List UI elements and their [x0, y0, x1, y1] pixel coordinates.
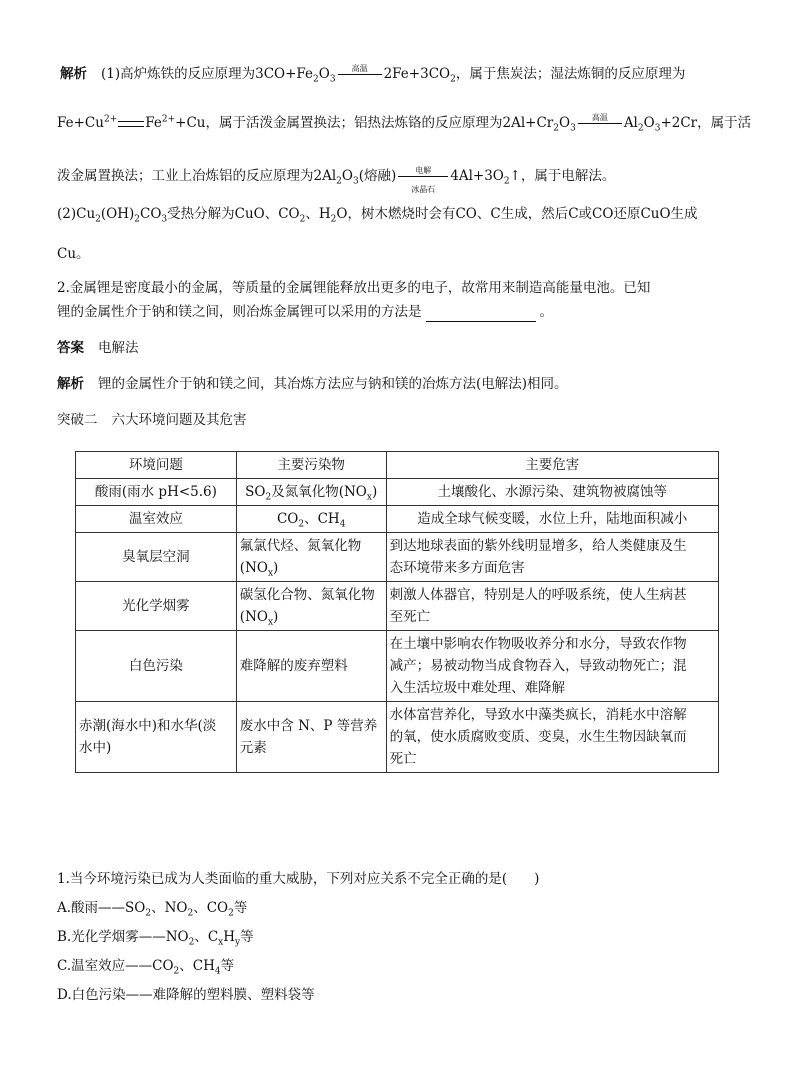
analysis-label: 解析: [57, 376, 84, 392]
electrolysis-arrow: 电解 冰晶石: [398, 167, 448, 187]
section-title: 突破二: [57, 412, 98, 428]
section-heading: [57, 410, 247, 430]
question-1-stem: 1.当今环境污染已成为人类面临的重大威胁，下列对应关系不完全正确的是( ): [57, 871, 540, 887]
reaction-condition-arrow: 高温: [578, 114, 622, 134]
option-c[interactable]: C.温室效应$——CO_2$、$CH_4$等: [57, 958, 235, 977]
analysis-line-3: 泼金属置换法；工业上冶炼铝的反应原理为$2Al_2O_3$(熔融) 电解 冰晶石 $4Al+3O_2↑$，属于电解法。: [57, 165, 616, 194]
table-row: 光化学烟雾 碳氢化合物、氮氧化物 $(NO_x)$ 刺激人体器官，特别是人的呼吸系统，使人生病甚 至死亡: [76, 582, 719, 631]
table-row: 温室效应 $CO_2$、$CH_4$ 造成全球气候变暖，水位上升，陆地面积减小: [76, 506, 719, 533]
column-header: 主要污染物: [236, 452, 386, 479]
column-header: 主要危害: [386, 452, 718, 479]
answer-blank[interactable]: [426, 307, 536, 322]
answer-line: [57, 338, 139, 358]
column-header: 环境问题: [76, 452, 237, 479]
section-subtitle: 六大环境问题及其危害: [111, 412, 247, 428]
analysis-line-5: Cu。: [57, 246, 90, 262]
analysis-line-2: $Fe+Cu^{2+}$ $Fe^{2+}+Cu$，属于活泼金属置换法；铝热法炼铬的反应原理为$2Al+Cr_2O_3$ 高温 $Al_2O_3+2Cr$，属于活: [57, 112, 752, 134]
table-row: 赤潮(海水中)和水华(淡 水中) 废水中含 N、P 等营养 元素 水体富营养化，导致水中藻类疯长，消耗水中溶解 的氧，使水质腐败变质、变臭，水生生物因缺氧而 死亡: [76, 702, 719, 773]
answer-text: 电解法: [98, 340, 139, 356]
analysis-2-line: 解析 锂的金属性介于钠和镁之间，其冶炼方法应与钠和镁的冶炼方法(电解法)相同。: [57, 376, 568, 392]
equals-sign: [118, 121, 144, 127]
option-b[interactable]: B.光化学烟雾$——NO_2$、$C_xH_y$等: [57, 929, 254, 948]
environment-table: [75, 451, 719, 773]
option-d[interactable]: D.白色污染——难降解的塑料膜、塑料袋等: [57, 987, 315, 1003]
question-2-line-2: 锂的金属性介于钠和镁之间，则冶炼金属锂可以采用的方法是 。: [57, 304, 553, 320]
reaction-condition-arrow: 高温: [338, 65, 382, 85]
question-2-line-1: 2.金属锂是密度最小的金属，等质量的金属锂能释放出更多的电子，故常用来制造高能量电池。已知: [57, 280, 651, 296]
option-a[interactable]: A.酸雨$——SO_2$、$NO_2$、$CO_2$等: [57, 900, 248, 919]
answer-parentheses[interactable]: ( ): [501, 871, 540, 887]
analysis-line-4: $(2)Cu_2(OH)_2CO_3$受热分解为CuO、$CO_2$、$H_2O$，树木燃烧时会有CO、C生成，然后C或CO还原CuO生成: [57, 206, 698, 225]
table-header-row: [76, 452, 719, 479]
answer-label: 答案: [57, 340, 84, 356]
analysis-line-1: 解析 (1)高炉炼铁的反应原理为$3CO+Fe_2O_3$ 高温 $2Fe+3CO_2$，属于焦炭法；湿法炼铜的反应原理为: [60, 63, 686, 85]
analysis-label: 解析: [60, 66, 87, 82]
table-row: 酸雨(雨水 pH<5.6) $SO_2$及氮氧化物$(NO_x)$ 土壤酸化、水源污染、建筑物被腐蚀等: [76, 479, 719, 506]
table-row: 臭氧层空洞 氟氯代烃、氮氧化物 $(NO_x)$ 到达地球表面的紫外线明显增多，给人类健康及生 态环境带来多方面危害: [76, 533, 719, 582]
table-row: 白色污染 难降解的废弃塑料 在土壤中影响农作物吸收养分和水分，导致农作物 减产；易被动物当成食物吞入，导致动物死亡；混 入生活垃圾中难处理、难降解: [76, 631, 719, 702]
